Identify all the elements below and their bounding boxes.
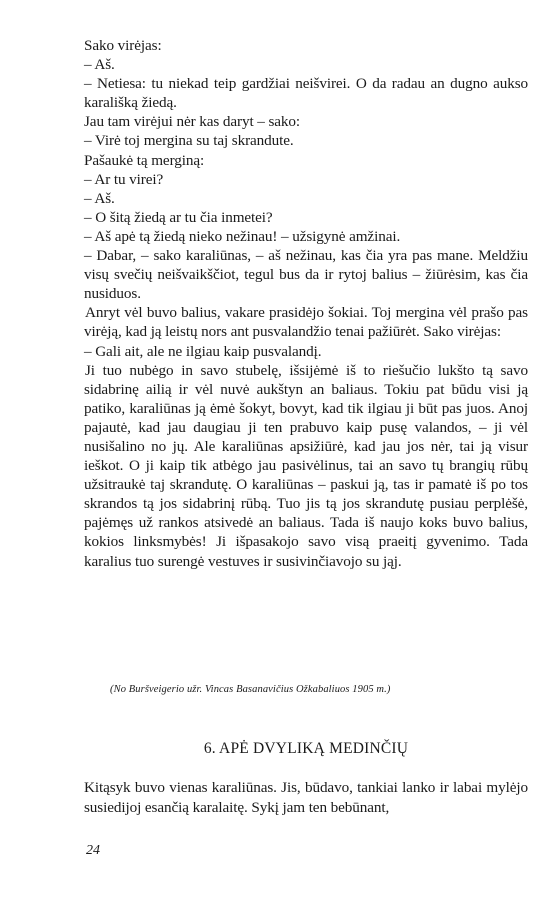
story-line: Jau tam virėjui nėr kas daryt – sako: bbox=[84, 113, 301, 131]
chapter-opening-paragraph: Kitąsyk buvo vienas karaliūnas. Jis, būdavo, tankiai lanko ir labai mylėjo susiedijoj esančią karalaitę. Sykį jam ten bebūnant, bbox=[84, 779, 528, 816]
page-number: 24 bbox=[86, 843, 100, 858]
story-line: – Dabar, – sako karaliūnas, – aš nežinau, kas čia yra pas mane. Meldžiu visų svečių neišvaikščiot, tegul bus da ir rytoj balius – žiūrėsim, kas čia nusiduos. bbox=[84, 247, 528, 303]
chapter-heading: 6. APĖ DVYLIKĄ MEDINČIŲ bbox=[203, 740, 409, 757]
story-line: – Ar tu virei? bbox=[84, 170, 164, 188]
story-text bbox=[84, 36, 528, 571]
story-line: – Aš apė tą žiedą nieko nežinau! – užsigynė amžinai. bbox=[84, 227, 401, 245]
story-line: – Netiesa: tu niekad teip gardžiai neišvirei. O da radau an dugno aukso karališką žiedą. bbox=[84, 75, 528, 112]
story-line: Sako virėjas: bbox=[84, 37, 162, 54]
story-line: – Virė toj mergina su taj skrandute. bbox=[84, 132, 294, 150]
story-line: Pašaukė tą merginą: bbox=[84, 151, 205, 169]
story-line: – O šitą žiedą ar tu čia inmetei? bbox=[84, 208, 273, 226]
story-line: – Aš. bbox=[84, 189, 115, 207]
story-paragraph: Anryt vėl buvo balius, vakare prasidėjo šokiai. Toj mergina vėl prašo pas virėją, kad ją leistų nors ant pusvalandžio tenai pažiūrėt. Sako virėjas: bbox=[84, 304, 528, 341]
chapter-opening-text bbox=[84, 778, 528, 817]
story-line: – Aš. bbox=[84, 56, 115, 74]
story-line: – Gali ait, ale ne ilgiau kaip pusvalandį. bbox=[84, 342, 322, 360]
source-note: (No Buršveigerio užr. Vincas Basanavičius Ožkabaliuos 1905 m.) bbox=[110, 684, 391, 695]
story-paragraph: Ji tuo nubėgo in savo stubelę, išsijėmė iš to riešučio lukšto tą savo sidabrinę ailią ir vėl nuvė aukštyn an baliaus. Tokiu pat būdu visi ją patiko, karaliūnas ją ėmė šokyt, bovyt, kad tik ilgiau ji būt pas juos. Anoj pajautė, kad jau daugiau ji ten prabuvo kaip pusę valandos, – ji vėl nusišalino no jų. Ale karaliūnas apsižiūrė, kad jau jos nėr, tai ją visur ieškot. O ji kaip tik atbėgo jau pasivėlinus, tai an savo tų brangių rūbų užsitraukė taj skrandutę. O karaliūnas – paskui ją, tas ir pamatė iš po tos skrandos tą jos sidabrinį rūbą. Tuo jis tą jos skrandutę pusiau perplėšė, pajėmęs už rankos atsivedė an baliaus. Tada iš naujo koks buvo balius, kokios linksmybės! Ji išpasakojo savo visą praeitį gyvenimo. Tada karalius tuo surengė vestuves ir susivinčiavojo su jąj. bbox=[84, 361, 528, 570]
